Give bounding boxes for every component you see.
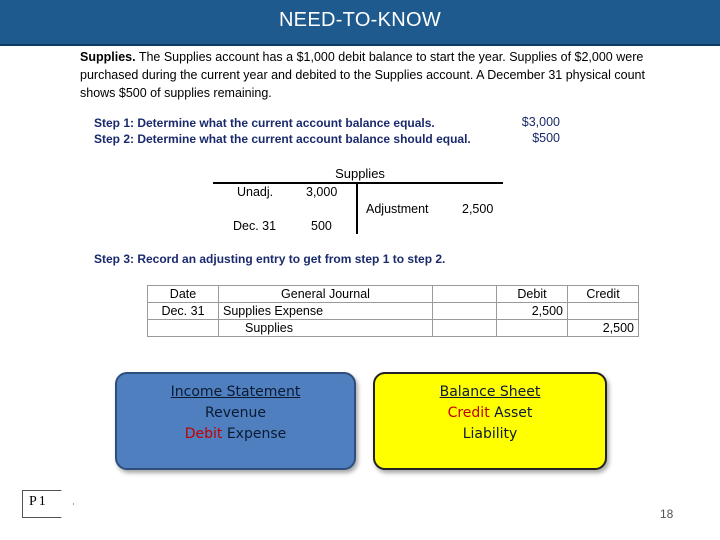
- step-3-label: Step 3: Record an adjusting entry to get from step 1 to step 2.: [94, 252, 446, 266]
- income-statement-expense-line: [117, 424, 354, 445]
- t-account-adjustment-value: 2,500: [462, 202, 494, 216]
- income-statement-debit-word: Debit: [184, 426, 223, 442]
- income-statement-revenue: Revenue: [205, 405, 266, 421]
- balance-sheet-title: Balance Sheet: [439, 384, 541, 400]
- journal-row-credit: 2,500: [568, 320, 639, 337]
- t-account-ending-label: Dec. 31: [233, 219, 277, 233]
- step-1-label: Step 1: Determine what the current account balance equals.: [94, 116, 435, 130]
- t-account-ending-value: 500: [311, 219, 332, 233]
- journal-header-general-journal: General Journal: [219, 286, 433, 303]
- journal-row-date: Dec. 31: [148, 303, 219, 320]
- journal-header-debit: Debit: [497, 286, 568, 303]
- problem-statement: [80, 48, 680, 102]
- table-row: [148, 320, 639, 337]
- income-statement-expense-word: Expense: [222, 426, 287, 442]
- t-account-top-rule: [213, 182, 503, 184]
- journal-header-spacer: [433, 286, 497, 303]
- t-account-unadj-value: 3,000: [306, 185, 338, 199]
- step-1-amount: $3,000: [521, 115, 560, 129]
- balance-sheet-box: [373, 372, 607, 470]
- journal-row-spacer: [433, 303, 497, 320]
- t-account-title: Supplies: [335, 166, 385, 181]
- problem-heading: Supplies.: [80, 50, 136, 64]
- balance-sheet-liability: Liability: [462, 426, 518, 442]
- page-number: 18: [660, 507, 674, 521]
- journal-row-spacer: [433, 320, 497, 337]
- journal-row-date: [148, 320, 219, 337]
- journal-row-account: Supplies: [219, 320, 433, 337]
- page-title: NEED-TO-KNOW: [278, 9, 442, 31]
- problem-body: The Supplies account has a $1,000 debit balance to start the year. Supplies of $2,000 were purchased during the current year and debited to the Supplies account. A December 31 physical count shows $500 of supplies remaining.: [80, 50, 645, 100]
- journal-header-credit: Credit: [568, 286, 639, 303]
- t-account-unadj-label: Unadj.: [237, 185, 274, 199]
- general-journal-table: [147, 285, 639, 337]
- journal-row-debit: 2,500: [497, 303, 568, 320]
- table-row: [148, 303, 639, 320]
- income-statement-box: [115, 372, 356, 470]
- journal-header-date: Date: [148, 286, 219, 303]
- balance-sheet-asset-word: Asset: [489, 405, 533, 421]
- journal-header-row: [148, 286, 639, 303]
- balance-sheet-asset-line: [375, 403, 605, 424]
- journal-row-account: Supplies Expense: [219, 303, 433, 320]
- journal-row-debit: [497, 320, 568, 337]
- step-2-amount: $500: [532, 131, 560, 145]
- t-account-adjustment-label: Adjustment: [366, 202, 429, 216]
- header-banner: [0, 0, 720, 46]
- objective-label: P1: [29, 494, 48, 509]
- t-account-center-rule: [356, 182, 358, 234]
- journal-row-credit: [568, 303, 639, 320]
- income-statement-title: Income Statement: [170, 384, 301, 400]
- balance-sheet-credit-word: Credit: [447, 405, 490, 421]
- step-2-label: Step 2: Determine what the current account balance should equal.: [94, 132, 471, 146]
